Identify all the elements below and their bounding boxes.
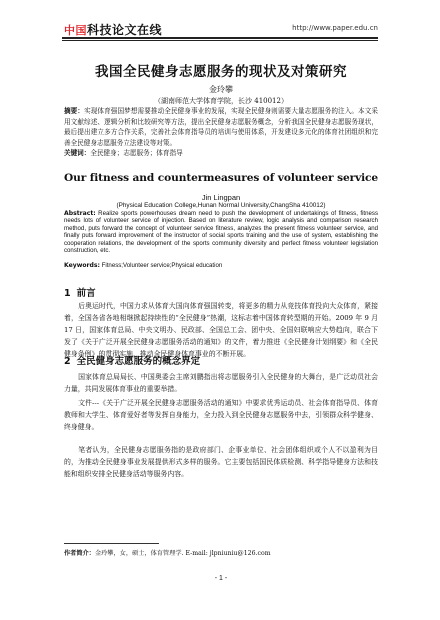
site-logo[interactable] [64, 21, 162, 38]
keywords-cn-label: 关键词： [64, 149, 91, 157]
keywords-en [64, 262, 378, 270]
keywords-cn [64, 148, 378, 158]
section-title: 全民健身志愿服务的概念界定 [76, 356, 201, 367]
paragraph-text: 笔者认为，全民健身志愿服务指的是政府部门、企事业单位、社会团体组织或个人不以盈利为目的，为推动全民健身事业发展提供形式多样的服务。它主要包括国民体质检测、科学指导健身方法和技能和组织安排全民健身活动等服务内容。 [64, 446, 378, 479]
header-divider-thin [62, 40, 378, 41]
affiliation-cn: （湖南师范大学体育学院，长沙 410012） [154, 97, 288, 105]
author-cn: 金玲攀 [209, 85, 233, 94]
paragraph-text: 文件---《关于广泛开展全民健身志愿服务活动的通知》中要求优秀运动员、社会体育指导员、体育教师和大学生、体育爱好者等发挥自身能力，全力投入到全民健身志愿服务中去，引领群众科学健身、终身健身。 [64, 399, 378, 432]
abstract-en-label: Abstract: [64, 210, 96, 217]
page-number: - 1 - [214, 575, 228, 582]
abstract-cn [64, 106, 378, 148]
section-heading-1 [64, 285, 378, 299]
paragraph [64, 444, 378, 480]
abstract-en [64, 210, 378, 254]
keywords-cn-text: 全民健身；志愿服务；体育指导 [90, 149, 183, 157]
section-title: 前言 [76, 288, 96, 299]
footnote-divider [64, 543, 159, 544]
abstract-en-text: Realize sports powerhouses dream need to push the development of undertakings of fitness, fitness needs lots of volunteer service of injection. Based on literature review, logic analysis and comparison research method, puts forward the concept of volunteer service fitness, analyzes the present fitness volunteer service, and finally puts forward improvement of the instructor of social sports training and the use of system, establishing the cooperation relations, the development of the sports community diversity and perfect fitness volunteer legislation construction, etc. [64, 210, 378, 255]
paragraph [64, 371, 378, 395]
footnote-text: 金玲攀，女，硕士，体育管理学. E-mail: jlpniuniu@126.com [94, 550, 271, 557]
keywords-en-text: Fitness;Volunteer service;Physical education [99, 262, 223, 269]
paper-title-en: Our fitness and countermeasures of volunteer service [64, 172, 379, 184]
section-number: 1 [64, 288, 71, 299]
affiliation-en: (Physical Education College,Hunan Normal University,ChangSha 410012) [116, 202, 326, 209]
footnote-label: 作者简介： [64, 550, 95, 557]
paragraph-text: 国家体育总局局长、中国奥委会主席刘鹏指出将志愿服务引入全民健身的大舞台，是广泛动员社会力量，共同发展体育事业的重要举措。 [64, 373, 378, 394]
keywords-en-label: Keywords: [64, 262, 100, 269]
logo-text: 科技论文在线 [87, 23, 163, 37]
paragraph [64, 300, 378, 360]
paragraph-text: 后奥运时代，中国力求从体育大国向体育强国转变，将更多的精力从竞技体育投向大众体育，紧接着，全国各省各地相继掀起持续性的“全民健身”热潮，这标志着中国体育转型期的开始。2009 年 9 月 17 日，国家体育总局、中央文明办、民政部、全国总工会、团中央、全国妇联响应大势趋向，联合下发了《关于广泛开展全民健身志愿服务活动的通知》的文件，着力推进《全民健身计划纲要》和《全民健身条例》的贯彻实施，推动全民健身体育事业的不断开展。 [64, 302, 378, 359]
paper-title-cn: 我国全民健身志愿服务的现状及对策研究 [95, 64, 347, 80]
section-heading-2 [64, 353, 378, 367]
paragraph [64, 397, 378, 433]
header-divider [62, 37, 378, 39]
section-number: 2 [64, 356, 71, 367]
author-footnote [64, 548, 378, 557]
abstract-cn-text: 实现体育强国梦想需要推动全民健身事业的发展，实现全民健身则需要大量志愿服务的注入。本文采用文献综述、逻辑分析和比较研究等方法，提出全民健身志愿服务概念，分析我国全民健身志愿服务现状，最后提出建立多方合作关系，完善社会体育指导员的培训与使用体系，开发建设多元化的体育社团组织和完善全民健身志愿服务立法建设等对策。 [64, 107, 379, 147]
abstract-cn-label: 摘要： [64, 107, 85, 115]
site-url[interactable]: http://www.paper.edu.cn [292, 24, 378, 32]
author-en: Jin Lingpan [201, 193, 241, 202]
logo-prefix: 中国 [64, 24, 87, 37]
page-header [0, 0, 440, 46]
